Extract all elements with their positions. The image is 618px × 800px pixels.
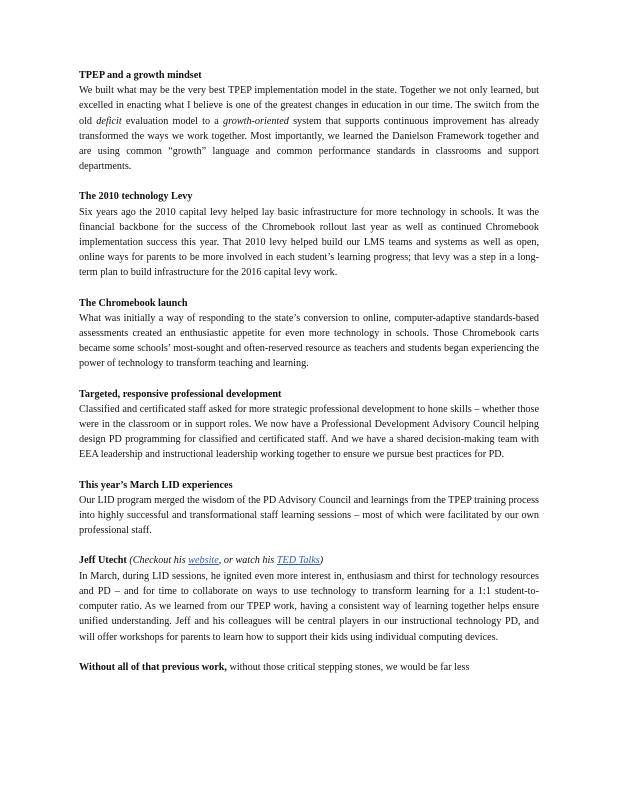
section-paragraph: We built what may be the very best TPEP implementation model in the state. Together we not only learned, but excelled in enacting what I believe is one of the greatest changes in education in our time. The switch from the old deficit evaluation model to a growth-oriented system that supports continuous improvement has already transformed the ways we work together. Most importantly, we learned the Danielson Framework together and are using common “growth” language and common performance standards in classrooms and support departments. — [79, 85, 539, 173]
closing-paragraph — [79, 660, 539, 675]
closing-text: without those critical stepping stones, we would be far less — [229, 661, 470, 673]
emphasis-text: growth-oriented — [223, 115, 289, 127]
section-paragraph: Six years ago the 2010 capital levy helped lay basic infrastructure for more technology in schools. It was the financial backbone for the success of the Chromebook rollout last year as well as continued Chromebook implementation success this year. That 2010 levy helped build our LMS teams and systems as well as open, online ways for parents to be more involved in each student’s learning progress; that levy was a step in a long-term plan to build infrastructure for the 2016 capital levy work. — [79, 206, 539, 279]
emphasis-text: deficit — [96, 115, 122, 127]
ted-talks-link[interactable]: TED Talks — [276, 555, 320, 567]
section-jeff-utecht — [79, 553, 539, 644]
jeff-note-suffix: ) — [319, 555, 324, 567]
document-body — [79, 68, 539, 690]
closing-lead: Without all of that previous work, — [79, 661, 227, 673]
jeff-note-middle: , or watch his — [218, 555, 275, 567]
section-paragraph: Our LID program merged the wisdom of the PD Advisory Council and learnings from the TPEP training process into highly successful and transformational staff learning sessions – most of which were facilitated by our own professional staff. — [79, 494, 539, 537]
section-tpep — [79, 68, 539, 174]
jeff-note — [129, 555, 323, 566]
section-professional-development — [79, 387, 539, 463]
section-paragraph: What was initially a way of responding to the state’s conversion to online, computer-adaptive standards-based assessments created an enthusiastic appetite for even more technology in schools. Those Chromebook carts became some schools’ most-sought and often-reserved resource as teachers and students began experiencing the power of technology to transform teaching and learning. — [79, 312, 539, 370]
section-heading — [79, 553, 539, 568]
section-chromebook-launch — [79, 296, 539, 372]
section-paragraph: In March, during LID sessions, he ignited even more interest in, enthusiasm and thirst for technology resources and PD – and for time to collaborate on ways to use technology to transform learning for a 1:1 student-to-computer ratio. As we learned from our TPEP work, having a consistent way of learning together helps ensure unified understanding. Jeff and his colleagues will be central players in our instructional technology PD, and will offer workshops for parents to learn how to support their kids using individual computing devices. — [79, 570, 539, 643]
section-heading: The 2010 technology Levy — [79, 191, 193, 203]
website-link[interactable]: website — [188, 555, 219, 567]
section-paragraph: Classified and certificated staff asked for more strategic professional development to hone skills – whether those were in the classroom or in support roles. We now have a Professional Development Advisory Council helping design PD programming for classified and certificated staff. And we have a shared decision-making team with EEA leadership and instructional leadership working together to ensure we pursue best practices for PD. — [79, 403, 539, 461]
section-closing — [79, 660, 539, 675]
section-heading: Targeted, responsive professional development — [79, 388, 282, 400]
section-heading: TPEP and a growth mindset — [79, 70, 202, 81]
jeff-note-prefix: (Checkout his — [129, 555, 186, 567]
section-march-lid — [79, 478, 539, 539]
section-heading: The Chromebook launch — [79, 297, 188, 309]
jeff-name: Jeff Utecht — [79, 555, 127, 567]
section-technology-levy — [79, 189, 539, 280]
section-heading: This year’s March LID experiences — [79, 479, 233, 491]
